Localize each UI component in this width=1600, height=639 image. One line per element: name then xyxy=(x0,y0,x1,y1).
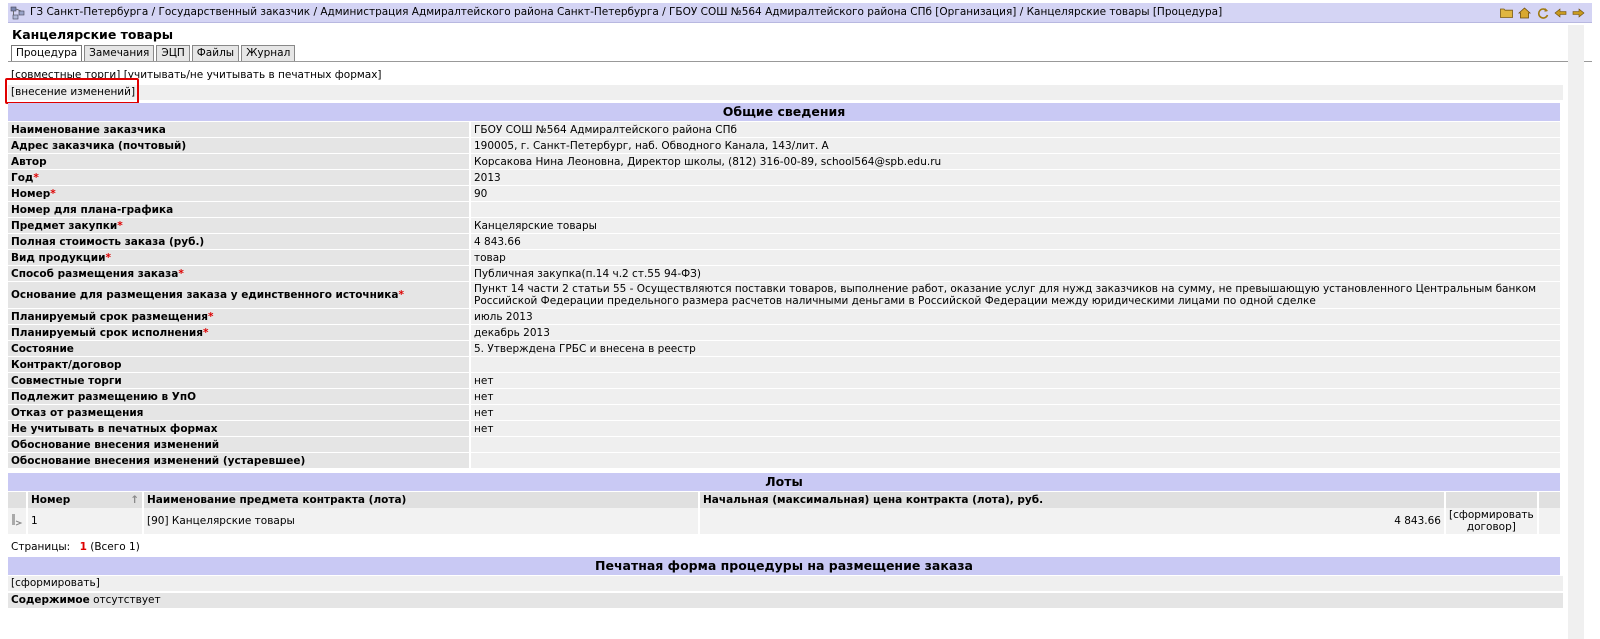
lot-number: 1 xyxy=(27,508,143,534)
lots-table xyxy=(8,492,1560,534)
field-label-text: Основание для размещения заказа у единственного источника xyxy=(11,289,399,301)
field-label xyxy=(8,421,470,437)
field-label xyxy=(8,250,470,266)
organization-tree-icon xyxy=(10,6,26,20)
breadcrumb-bar xyxy=(8,3,1592,23)
field-value: 4 843.66 xyxy=(470,234,1560,250)
table-row xyxy=(8,218,1560,234)
lots-col-name[interactable]: Наименование предмета контракта (лота) xyxy=(143,492,699,508)
pages-label: Страницы: xyxy=(11,541,71,553)
field-label-text: Наименование заказчика xyxy=(11,123,166,136)
field-label xyxy=(8,389,470,405)
table-row xyxy=(8,373,1560,389)
table-row xyxy=(8,453,1560,469)
lot-filler xyxy=(1538,508,1560,534)
table-row xyxy=(8,405,1560,421)
refresh-icon[interactable] xyxy=(1535,5,1550,20)
field-label xyxy=(8,373,470,389)
table-row xyxy=(8,122,1560,138)
print-section-header: Печатная форма процедуры на размещение заказа xyxy=(8,557,1560,575)
table-row xyxy=(8,341,1560,357)
lots-col-filler xyxy=(1538,492,1560,508)
field-label-text: Состояние xyxy=(11,342,74,355)
table-row xyxy=(8,282,1560,309)
tab-remarks[interactable]: Замечания xyxy=(84,45,154,61)
field-label-text: Совместные торги xyxy=(11,374,122,387)
table-row xyxy=(8,325,1560,341)
field-label xyxy=(8,202,470,218)
field-label xyxy=(8,405,470,421)
page-current[interactable]: 1 xyxy=(79,541,87,553)
field-label xyxy=(8,325,470,341)
field-label-text: Обоснование внесения изменений xyxy=(11,438,220,451)
breadcrumb[interactable]: ГЗ Санкт-Петербурга / Государственный заказчик / Администрация Адмиралтейского района Санкт-Петербурга / ГБОУ СОШ №564 Адмиралтейского района СПб [Организация] / Канцелярские товары [Процедура] xyxy=(30,6,1223,18)
field-label-text: Подлежит размещению в УпО xyxy=(11,390,197,403)
required-marker: * xyxy=(178,267,184,280)
table-row xyxy=(8,202,1560,218)
table-row xyxy=(8,421,1560,437)
field-label-text: Автор xyxy=(11,155,47,168)
table-row xyxy=(8,309,1560,325)
field-value xyxy=(470,357,1560,373)
forward-icon[interactable] xyxy=(1571,5,1586,20)
lot-name[interactable]: [90] Канцелярские товары xyxy=(143,508,699,534)
field-value: 190005, г. Санкт-Петербург, наб. Обводного Канала, 143/лит. А xyxy=(470,138,1560,154)
folder-icon[interactable] xyxy=(1499,5,1514,20)
field-value: 5. Утверждена ГРБС и внесена в реестр xyxy=(470,341,1560,357)
field-label xyxy=(8,122,470,138)
field-value: 2013 xyxy=(470,170,1560,186)
table-row xyxy=(8,389,1560,405)
field-label-text: Номер xyxy=(11,187,51,200)
field-value: нет xyxy=(470,405,1560,421)
lots-section-header: Лоты xyxy=(8,473,1560,491)
sort-arrow-icon[interactable]: ↑ xyxy=(130,494,139,506)
field-label xyxy=(8,437,470,453)
field-label xyxy=(8,282,470,309)
table-row xyxy=(8,266,1560,282)
table-row xyxy=(8,437,1560,453)
table-row xyxy=(8,250,1560,266)
field-label-text: Контракт/договор xyxy=(11,358,122,371)
field-value: Корсакова Нина Леоновна, Директор школы, (812) 316-00-89, school564@spb.edu.ru xyxy=(470,154,1560,170)
field-label-text: Вид продукции xyxy=(11,251,106,264)
lots-icon-col xyxy=(8,492,27,508)
field-label xyxy=(8,309,470,325)
field-value: 90 xyxy=(470,186,1560,202)
field-value: товар xyxy=(470,250,1560,266)
tab-journal[interactable]: Журнал xyxy=(241,45,295,61)
table-row xyxy=(8,186,1560,202)
field-value: нет xyxy=(470,389,1560,405)
tab-bar xyxy=(11,45,295,61)
create-contract-link[interactable]: [сформировать договор] xyxy=(1445,508,1538,534)
field-label-text: Планируемый срок размещения xyxy=(11,310,208,323)
print-content-row xyxy=(8,593,1563,608)
changes-row xyxy=(8,85,1563,100)
lots-col-price[interactable]: Начальная (максимальная) цена контракта (лота), руб. xyxy=(699,492,1445,508)
field-label-text: Способ размещения заказа xyxy=(11,267,179,280)
general-table xyxy=(8,122,1560,469)
print-toggle-link[interactable]: [учитывать/не учитывать в печатных формах] xyxy=(123,69,382,81)
table-row xyxy=(8,170,1560,186)
lots-col-number-label: Номер xyxy=(31,494,71,506)
field-label xyxy=(8,453,470,469)
print-action-row xyxy=(8,576,1563,591)
required-marker: * xyxy=(33,171,39,184)
field-label-text: Номер для плана-графика xyxy=(11,203,174,216)
joint-trades-link[interactable]: [совместные торги] xyxy=(11,69,121,81)
field-label-text: Предмет закупки xyxy=(11,219,118,232)
content-label: Содержимое xyxy=(11,594,90,606)
table-row xyxy=(8,234,1560,250)
table-row[interactable] xyxy=(8,508,1560,534)
field-value: Публичная закупка(п.14 ч.2 ст.55 94-ФЗ) xyxy=(470,266,1560,282)
field-label-text: Отказ от размещения xyxy=(11,406,144,419)
field-label xyxy=(8,138,470,154)
field-label-text: Полная стоимость заказа (руб.) xyxy=(11,235,205,248)
field-label xyxy=(8,341,470,357)
lots-col-number[interactable] xyxy=(27,492,143,508)
field-value: Пункт 14 части 2 статьи 55 - Осуществляются поставки товаров, выполнение работ, оказание услуг для нужд заказчиков на сумму, не превышающую установленного Центральным банком Российской Федерации предельного размера расчетов наличными деньгами в Российской Федерации между юридическими лицами по одной сделке xyxy=(470,282,1560,309)
vertical-scrollbar[interactable] xyxy=(1568,25,1584,639)
field-label xyxy=(8,186,470,202)
required-marker: * xyxy=(105,251,111,264)
content-value: отсутствует xyxy=(93,594,161,606)
table-row xyxy=(8,138,1560,154)
lot-price: 4 843.66 xyxy=(699,508,1445,534)
field-value: Канцелярские товары xyxy=(470,218,1560,234)
tab-procedure[interactable]: Процедура xyxy=(11,45,82,61)
tab-files[interactable]: Файлы xyxy=(192,45,239,61)
pages-total: (Всего 1) xyxy=(90,541,140,553)
field-label xyxy=(8,266,470,282)
field-label xyxy=(8,234,470,250)
field-value: декабрь 2013 xyxy=(470,325,1560,341)
field-label-text: Планируемый срок исполнения xyxy=(11,326,203,339)
tab-signature[interactable]: ЭЦП xyxy=(156,45,189,61)
make-changes-link[interactable]: [внесение изменений] xyxy=(11,86,136,98)
required-marker: * xyxy=(202,326,209,339)
back-icon[interactable] xyxy=(1553,5,1568,20)
field-value: нет xyxy=(470,373,1560,389)
field-label-text: Адрес заказчика (почтовый) xyxy=(11,139,187,152)
required-marker: * xyxy=(117,219,123,232)
highlight-box xyxy=(5,78,139,104)
field-label xyxy=(8,357,470,373)
table-row xyxy=(8,154,1560,170)
field-value: июль 2013 xyxy=(470,309,1560,325)
field-value xyxy=(470,453,1560,469)
required-marker: * xyxy=(207,310,214,323)
general-section-header: Общие сведения xyxy=(8,103,1560,121)
field-value: нет xyxy=(470,421,1560,437)
field-label-text: Год xyxy=(11,171,34,184)
page-frame xyxy=(8,0,1592,639)
lots-col-action xyxy=(1445,492,1538,508)
field-value: ГБОУ СОШ №564 Адмиралтейского района СПб xyxy=(470,122,1560,138)
field-value xyxy=(470,202,1560,218)
required-marker: * xyxy=(50,187,56,200)
tab-divider xyxy=(8,61,1592,62)
generate-link[interactable]: [сформировать] xyxy=(11,577,100,589)
pagination xyxy=(11,541,140,553)
field-label xyxy=(8,218,470,234)
toolbar xyxy=(1499,5,1586,20)
page-title: Канцелярские товары xyxy=(12,27,174,42)
field-label xyxy=(8,154,470,170)
field-value xyxy=(470,437,1560,453)
home-icon[interactable] xyxy=(1517,5,1532,20)
field-label-text: Не учитывать в печатных формах xyxy=(11,422,218,435)
lot-row-icon[interactable] xyxy=(8,508,27,534)
table-row xyxy=(8,357,1560,373)
field-label xyxy=(8,170,470,186)
required-marker: * xyxy=(398,289,404,301)
field-label-text: Обоснование внесения изменений (устаревшее) xyxy=(11,454,306,467)
